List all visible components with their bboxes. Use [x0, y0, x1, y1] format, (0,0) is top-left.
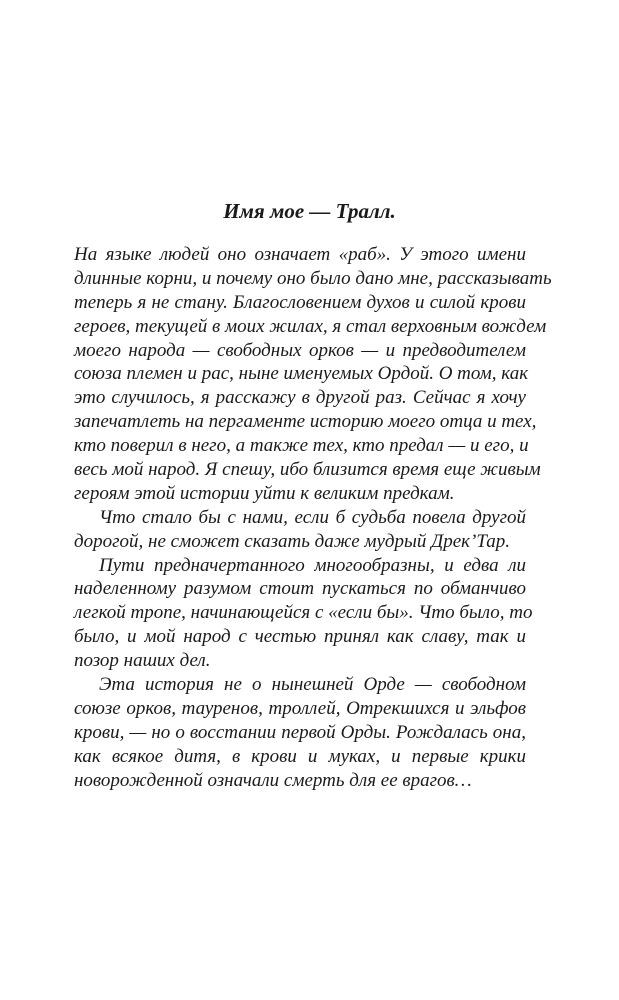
text-line: это случилось, я расскажу в другой раз. Сейчас я хочу — [74, 387, 526, 409]
text-line: На языке людей оно означает «раб». У этого имени — [74, 244, 526, 265]
text-line: новорожденной означали смерть для ее врагов… — [74, 769, 472, 791]
text-line: запечатлеть на пергаменте историю моего отца и тех, — [74, 411, 537, 433]
text-line: кто поверил в него, а также тех, кто предал — и его, и — [74, 435, 529, 457]
text-line: героев, текущей в моих жилах, я стал верховным вождем — [74, 315, 547, 337]
paragraph — [74, 243, 552, 506]
text-line: героям этой истории уйти к великим предкам. — [74, 482, 455, 504]
paragraph — [74, 673, 526, 792]
text-line: моего народа — свободных орков — и предводителем — [74, 339, 526, 361]
text-line: легкой тропе, начинающейся с «если бы». Что было, то — [74, 602, 533, 624]
page-title: Имя мое — Тралл. — [223, 199, 396, 223]
paragraph — [74, 554, 533, 673]
text-line: Что стало бы с нами, если б судьба повела другой — [99, 506, 526, 528]
text-line: Эта история не о нынешней Орде — свободном — [99, 674, 526, 696]
text-line: дорогой, не сможет сказать даже мудрый Дрек’Тар. — [74, 530, 510, 552]
text-line: как всякое дитя, в крови и муках, и первые крики — [74, 745, 526, 767]
body-text — [74, 243, 552, 792]
text-line: наделенному разумом стоит пускаться по обманчиво — [74, 578, 526, 600]
text-line: союзе орков, тауренов, троллей, Отрекшихся и эльфов — [74, 697, 526, 719]
text-line: весь мой народ. Я спешу, ибо близится время еще живым — [74, 459, 541, 481]
text-line: крови, — но о восстании первой Орды. Рождалась она, — [74, 721, 526, 743]
paragraph — [74, 506, 526, 554]
text-line: позор наших дел. — [74, 650, 211, 672]
text-line: теперь я не стану. Благословением духов и силой крови — [74, 291, 526, 313]
text-line: было, и мой народ с честью принял как славу, так и — [74, 626, 526, 648]
text-line: союза племен и рас, ныне именуемых Ордой. О том, как — [74, 363, 529, 385]
text-line: Пути предначертанного многообразны, и едва ли — [99, 554, 526, 576]
text-line: длинные корни, и почему оно было дано мне, рассказывать — [74, 267, 552, 289]
